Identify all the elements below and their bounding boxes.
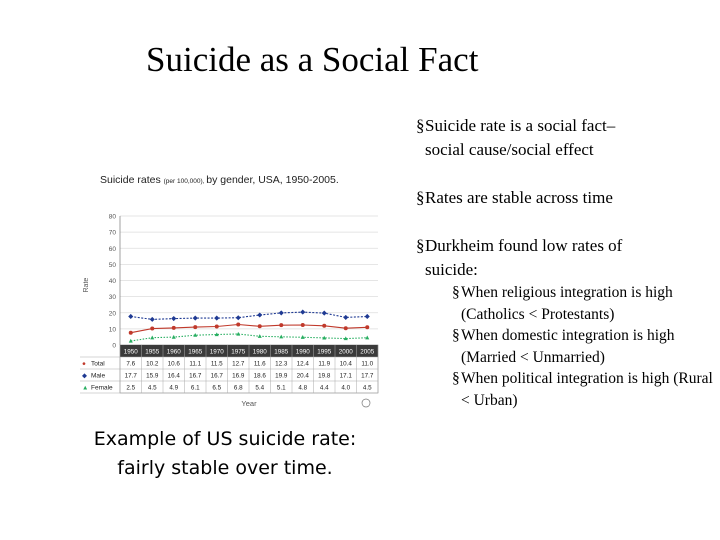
- data-point-female: [279, 335, 283, 339]
- y-tick-label: 50: [108, 261, 116, 269]
- bullet-line: high (Catholics < Protestants): [461, 284, 673, 323]
- data-label: 16.7: [210, 372, 223, 380]
- data-label: 16.9: [232, 372, 245, 380]
- data-label: 2.5: [126, 384, 136, 392]
- bullet-durkheim: [416, 234, 716, 282]
- series-line-female: [131, 334, 367, 341]
- series-line-male: [131, 312, 367, 319]
- x-tick-label: 2000: [338, 348, 353, 356]
- x-tick-label: 2005: [360, 348, 375, 356]
- y-tick-label: 10: [108, 326, 116, 334]
- y-tick-label: 30: [108, 294, 116, 302]
- data-label: 20.4: [296, 372, 309, 380]
- bullet-line: When domestic integration is: [461, 327, 644, 344]
- slide-title: Suicide as a Social Fact: [146, 40, 479, 79]
- data-label: 5.1: [276, 384, 286, 392]
- x-tick-label: 1980: [252, 348, 267, 356]
- sub-bullet-political: [452, 368, 716, 411]
- data-label: 4.0: [341, 384, 351, 392]
- data-label: 19.8: [318, 372, 331, 380]
- data-point-male: [193, 316, 198, 321]
- y-tick-label: 0: [112, 342, 116, 350]
- data-label: 12.7: [232, 360, 245, 368]
- data-label: 4.5: [147, 384, 157, 392]
- bullet-line: suicide:: [425, 260, 478, 279]
- data-point-male: [171, 316, 176, 321]
- x-tick-label: 1995: [317, 348, 332, 356]
- caption-line: Example of US suicide rate:: [93, 428, 357, 450]
- data-label: 10.6: [167, 360, 180, 368]
- data-point-total: [215, 324, 219, 328]
- bullet-line: social cause/social effect: [425, 140, 594, 159]
- x-tick-label: 1960: [166, 348, 181, 356]
- data-label: 6.1: [190, 384, 200, 392]
- data-label: 11.6: [253, 360, 266, 368]
- data-point-male: [236, 315, 241, 320]
- logo-icon: [362, 399, 370, 407]
- sub-bullet-domestic: [452, 325, 716, 368]
- data-label: 11.0: [361, 360, 374, 368]
- bullet-line: Rates are stable across time: [425, 188, 613, 207]
- data-point-total: [322, 324, 326, 328]
- caption-line: fairly stable over time.: [117, 457, 333, 479]
- chart-caption: [60, 425, 390, 483]
- chart-canvas: [78, 170, 388, 415]
- bullet-social-fact: [416, 114, 716, 162]
- bullet-line: Suicide rate is a social fact–: [425, 116, 616, 135]
- bullet-marker: §: [452, 284, 460, 301]
- data-label: 6.8: [233, 384, 243, 392]
- data-point-male: [150, 317, 155, 322]
- data-label: 18.6: [253, 372, 266, 380]
- data-point-male: [343, 315, 348, 320]
- data-label: 11.9: [318, 360, 331, 368]
- data-point-female: [172, 335, 176, 339]
- bullet-line: Durkheim found low rates of: [425, 236, 623, 255]
- data-point-male: [214, 316, 219, 321]
- legend-label: Total: [91, 360, 105, 368]
- data-point-total: [193, 325, 197, 329]
- y-tick-label: 40: [108, 278, 116, 285]
- data-label: 16.4: [167, 372, 180, 380]
- bullet-line: When political integration is: [461, 370, 638, 387]
- x-tick-label: 1965: [188, 348, 203, 356]
- legend-marker: ◆: [82, 372, 87, 380]
- data-point-female: [365, 336, 369, 340]
- data-label: 15.9: [146, 372, 159, 380]
- y-tick-label: 70: [108, 229, 116, 237]
- y-tick-label: 80: [108, 213, 116, 221]
- data-point-total: [365, 325, 369, 329]
- data-label: 10.4: [339, 360, 352, 368]
- legend-marker: ▲: [82, 384, 89, 392]
- data-point-male: [257, 312, 262, 317]
- bullet-marker: §: [416, 236, 425, 255]
- data-label: 19.9: [275, 372, 288, 380]
- data-label: 5.4: [255, 384, 265, 392]
- bullet-marker: §: [416, 116, 425, 135]
- data-label: 10.2: [146, 360, 159, 368]
- data-point-total: [150, 327, 154, 331]
- data-point-total: [344, 326, 348, 330]
- x-axis-label: Year: [241, 399, 257, 408]
- bullet-line: high (Married < Unmarried): [461, 327, 675, 366]
- data-label: 12.3: [275, 360, 288, 368]
- data-point-total: [172, 326, 176, 330]
- suicide-rate-chart: [78, 170, 388, 415]
- bullet-marker: §: [416, 188, 425, 207]
- data-label: 7.6: [126, 360, 136, 368]
- data-label: 4.5: [362, 384, 372, 392]
- data-label: 17.7: [124, 372, 137, 380]
- bullet-marker: §: [452, 370, 460, 387]
- x-tick-label: 1950: [123, 348, 138, 356]
- sub-bullet-religious: [452, 282, 716, 325]
- data-label: 17.7: [361, 372, 374, 380]
- data-point-male: [322, 311, 327, 316]
- x-tick-label: 1955: [145, 348, 160, 356]
- bullet-line: When religious integration is: [461, 284, 642, 301]
- bullet-marker: §: [452, 327, 460, 344]
- data-label: 12.4: [296, 360, 309, 368]
- data-point-total: [301, 323, 305, 327]
- y-tick-label: 20: [108, 310, 116, 318]
- data-point-female: [258, 334, 262, 338]
- data-point-male: [279, 310, 284, 315]
- data-point-male: [365, 314, 370, 319]
- legend-marker: ●: [82, 360, 86, 368]
- data-label: 16.7: [189, 372, 202, 380]
- data-point-total: [236, 323, 240, 327]
- data-point-male: [300, 310, 305, 315]
- legend-label: Male: [91, 372, 106, 380]
- data-point-male: [128, 314, 133, 319]
- data-label: 17.1: [339, 372, 352, 380]
- legend-label: Female: [91, 384, 113, 392]
- data-point-female: [150, 336, 154, 340]
- x-tick-label: 1990: [295, 348, 310, 356]
- data-label: 4.9: [169, 384, 179, 392]
- bullet-list: [416, 114, 716, 411]
- data-point-total: [279, 323, 283, 327]
- data-label: 4.8: [298, 384, 308, 392]
- data-label: 4.4: [319, 384, 329, 392]
- x-tick-label: 1970: [209, 348, 224, 356]
- data-point-total: [258, 324, 262, 328]
- data-point-total: [129, 331, 133, 335]
- chart-title: Suicide rates (per 100,000), by gender, USA, 1950-2005.: [100, 174, 339, 186]
- x-tick-label: 1975: [231, 348, 246, 356]
- data-label: 11.5: [210, 360, 223, 368]
- y-tick-label: 60: [108, 245, 116, 253]
- x-tick-label: 1985: [274, 348, 289, 356]
- bullet-stable: [416, 186, 716, 210]
- bullet-line: high (Rural < Urban): [461, 370, 713, 409]
- data-label: 11.1: [189, 360, 202, 368]
- data-label: 6.5: [212, 384, 222, 392]
- y-axis-label: Rate: [83, 277, 90, 293]
